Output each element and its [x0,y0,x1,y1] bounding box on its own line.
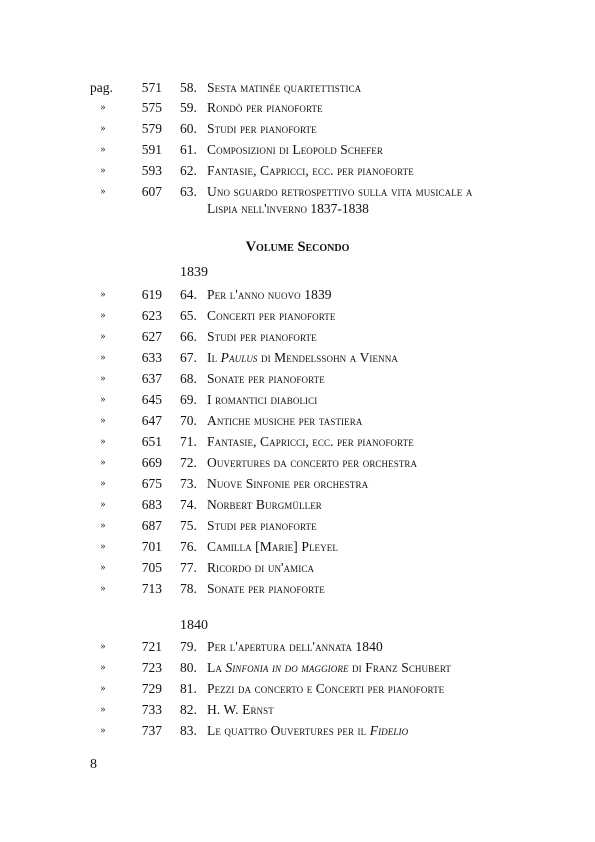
entry-number: 72. [180,455,197,470]
entry-title-pre: La [207,660,226,675]
entry-title: Uno sguardo retrospettivo sulla vita musicale a [207,184,473,199]
entry-title: Concerti per pianoforte [207,308,336,323]
entry-title: Per l'apertura dell'annata 1840 [207,639,383,654]
toc-entry [0,658,595,678]
ditto-mark: » [100,165,106,176]
entry-title-continued: Lispia nell'inverno 1837-1838 [207,201,369,216]
entry-title: Pezzi da concerto e Concerti per pianoforte [207,681,445,696]
entry-number: 60. [180,121,197,136]
ditto-mark: » [100,186,106,197]
entry-title-italic: Paulus [220,350,258,365]
entry-page: 575 [141,100,162,115]
ditto-mark: » [100,310,106,321]
entry-title: Studi per pianoforte [207,121,317,136]
ditto-mark: » [100,123,106,134]
entry-number: 74. [180,497,197,512]
entry-number: 80. [180,660,197,675]
entry-number: 73. [180,476,197,491]
entry-number: 62. [180,163,197,178]
entry-title: Sesta matinée quartettistica [207,80,362,95]
ditto-mark: » [100,102,106,113]
entry-page: 645 [141,392,162,407]
entry-title: Per l'anno nuovo 1839 [207,287,332,302]
ditto-mark: » [100,583,106,594]
toc-entry [0,637,595,657]
entry-title: H. W. Ernst [207,702,274,717]
pag-label: pag. [90,80,113,95]
entry-page: 713 [141,581,162,596]
entry-title: Nuove Sinfonie per orchestra [207,476,369,491]
entry-number: 58. [180,80,197,95]
entry-number: 70. [180,413,197,428]
entry-title-post: di Mendelssohn a Vienna [257,350,398,365]
entry-number: 78. [180,581,197,596]
toc-entry [0,78,595,98]
entry-title: Norbert Burgmüller [207,497,322,512]
toc-entry [0,579,595,599]
entry-title-pre: Le quattro Ouvertures per il [207,723,370,738]
entry-title: Studi per pianoforte [207,329,317,344]
toc-entry [0,537,595,557]
entry-title: Rondò per pianoforte [207,100,323,115]
volume-heading: Volume Secondo [245,239,350,255]
entry-page: 669 [141,455,162,470]
toc-entry [0,327,595,347]
ditto-mark: » [100,478,106,489]
ditto-mark: » [100,725,106,736]
ditto-mark: » [100,541,106,552]
ditto-mark: » [100,562,106,573]
entry-title-italic: Fidelio [369,723,409,738]
entry-page: 579 [141,121,162,136]
ditto-mark: » [100,683,106,694]
toc-entry [0,453,595,473]
entry-number: 69. [180,392,197,407]
entry-title: Fantasie, Capricci, ecc. per pianoforte [207,434,414,449]
entry-number: 64. [180,287,197,302]
entry-title: Sonate per pianoforte [207,581,325,596]
toc-entry [0,306,595,326]
entry-title-pre: Il [207,350,221,365]
toc-entry [0,432,595,452]
entry-page: 651 [141,434,162,449]
entry-number: 76. [180,539,197,554]
toc-entry [0,161,595,181]
entry-page: 721 [141,639,162,654]
toc-entry [0,140,595,160]
entry-number: 83. [180,723,197,738]
entry-title: Ouvertures da concerto per orchestra [207,455,418,470]
ditto-mark: » [100,704,106,715]
ditto-mark: » [100,394,106,405]
ditto-mark: » [100,457,106,468]
entry-page: 607 [141,184,162,199]
entry-number: 81. [180,681,197,696]
entry-title: Camilla [Marie] Pleyel [207,539,338,554]
entry-page: 637 [141,371,162,386]
entry-page: 687 [141,518,162,533]
entry-page: 733 [141,702,162,717]
ditto-mark: » [100,520,106,531]
entry-page: 705 [141,560,162,575]
toc-entry [0,119,595,139]
entry-number: 66. [180,329,197,344]
entry-page: 729 [141,681,162,696]
entry-number: 79. [180,639,197,654]
entry-title [207,658,517,678]
year-heading: 1840 [180,618,208,633]
ditto-mark: » [100,289,106,300]
entry-page: 627 [141,329,162,344]
toc-entry [0,700,595,720]
entry-page: 737 [141,723,162,738]
ditto-mark: » [100,415,106,426]
entry-number: 68. [180,371,197,386]
entry-number: 75. [180,518,197,533]
toc-entry-continuation [0,199,595,219]
entry-title [207,721,517,741]
entry-page: 647 [141,413,162,428]
ditto-mark: » [100,499,106,510]
toc-entry [0,98,595,118]
entry-page: 675 [141,476,162,491]
toc-entry [0,474,595,494]
entry-number: 65. [180,308,197,323]
entry-page: 723 [141,660,162,675]
entry-page: 683 [141,497,162,512]
entry-page: 701 [141,539,162,554]
ditto-mark: » [100,352,106,363]
toc-entry [0,558,595,578]
toc-entry [0,495,595,515]
toc-entry [0,516,595,536]
toc-entry [0,721,595,741]
entry-title: Studi per pianoforte [207,518,317,533]
entry-title-italic: Sinfonia in do maggiore [225,660,349,675]
entry-title: Ricordo di un'amica [207,560,315,575]
entry-page: 591 [141,142,162,157]
entry-number: 82. [180,702,197,717]
entry-page: 619 [141,287,162,302]
entry-page: 623 [141,308,162,323]
ditto-mark: » [100,641,106,652]
page-number: 8 [90,757,97,772]
entry-page: 571 [141,80,162,95]
ditto-mark: » [100,331,106,342]
entry-title: Sonate per pianoforte [207,371,325,386]
entry-title: Antiche musiche per tastiera [207,413,363,428]
entry-title: Composizioni di Leopold Schefer [207,142,383,157]
entry-number: 67. [180,350,197,365]
toc-entry [0,390,595,410]
entry-title: Fantasie, Capricci, ecc. per pianoforte [207,163,414,178]
entry-number: 59. [180,100,197,115]
toc-entry [0,679,595,699]
entry-title-post: di Franz Schubert [348,660,451,675]
toc-entry [0,348,595,368]
entry-number: 63. [180,184,197,199]
year-heading: 1839 [180,265,208,280]
entry-number: 71. [180,434,197,449]
entry-page: 593 [141,163,162,178]
toc-entry [0,369,595,389]
ditto-mark: » [100,436,106,447]
entry-number: 77. [180,560,197,575]
entry-number: 61. [180,142,197,157]
entry-page: 633 [141,350,162,365]
toc-entry [0,285,595,305]
toc-entry [0,411,595,431]
entry-title [207,348,517,368]
entry-title: I romantici diabolici [207,392,318,407]
ditto-mark: » [100,662,106,673]
ditto-mark: » [100,144,106,155]
ditto-mark: » [100,373,106,384]
